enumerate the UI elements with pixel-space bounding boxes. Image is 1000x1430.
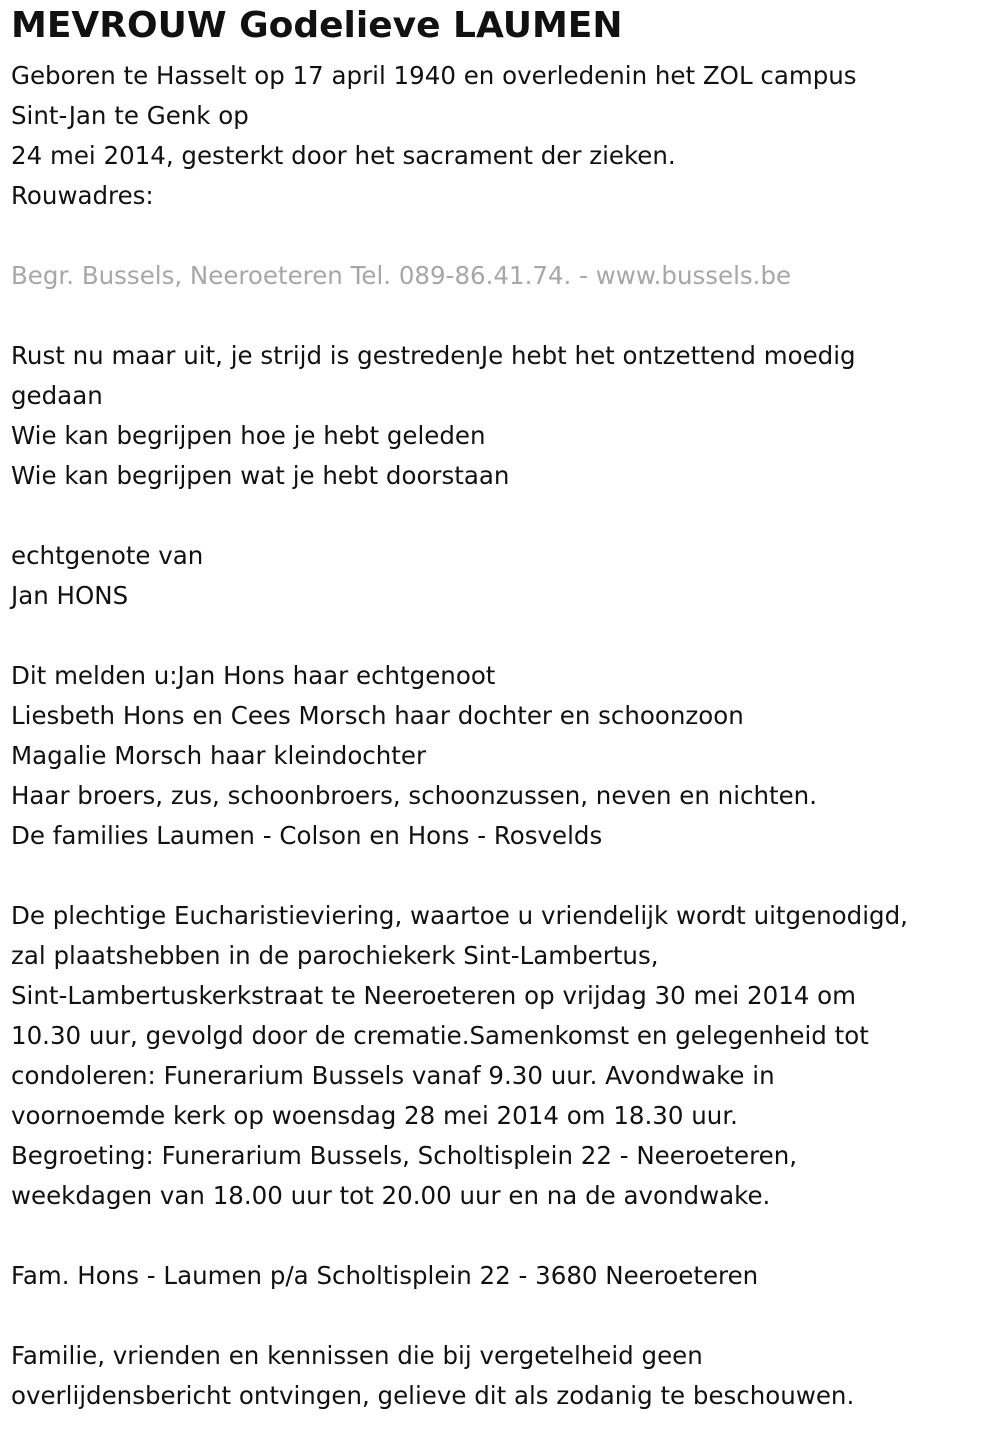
family-line: Dit melden u:Jan Hons haar echtgenoot [11,661,496,690]
closing-section [11,1336,991,1416]
ceremony-line: 10.30 uur, gevolgd door de crematie.Samenkomst en gelegenheid tot [11,1021,869,1050]
ceremony-line: Sint-Lambertuskerkstraat te Neeroeteren op vrijdag 30 mei 2014 om [11,981,857,1010]
ceremony-line: De plechtige Eucharistieviering, waartoe u vriendelijk wordt uitgenodigd, [11,901,908,930]
family-address: Fam. Hons - Laumen p/a Scholtisplein 22 - 3680 Neeroeteren [11,1261,759,1290]
family-section [11,656,991,856]
ceremony-line: voornoemde kerk op woensdag 28 mei 2014 om 18.30 uur. [11,1101,738,1130]
ceremony-line: Begroeting: Funerarium Bussels, Scholtisplein 22 - Neeroeteren, [11,1141,798,1170]
closing-line: Familie, vrienden en kennissen die bij vergetelheid geen [11,1341,703,1370]
spacer [11,216,991,256]
mourning-address-label: Rouwadres: [11,181,154,210]
spacer [11,296,991,336]
spouse-label: echtgenote van [11,541,204,570]
family-line: Magalie Morsch haar kleindochter [11,741,427,770]
spouse-name: Jan HONS [11,581,129,610]
spacer [11,496,991,536]
poem-line: gedaan [11,381,103,410]
poem-line: Rust nu maar uit, je strijd is gestredenJe hebt het ontzettend moedig [11,341,856,370]
birth-death-line: Geboren te Hasselt op 17 april 1940 en overledenin het ZOL campus [11,61,857,90]
birth-death-section [11,56,991,216]
family-line: Haar broers, zus, schoonbroers, schoonzussen, neven en nichten. [11,781,817,810]
spacer [11,856,991,896]
ceremony-section [11,896,991,1216]
closing-line: overlijdensbericht ontvingen, gelieve dit als zodanig te beschouwen. [11,1381,855,1410]
birth-death-line: 24 mei 2014, gesterkt door het sacrament der zieken. [11,141,676,170]
ceremony-line: weekdagen van 18.00 uur tot 20.00 uur en na de avondwake. [11,1181,771,1210]
deceased-name-title: MEVROUW Godelieve LAUMEN [11,5,623,46]
spouse-section [11,536,991,616]
birth-death-line: Sint-Jan te Genk op [11,101,249,130]
ceremony-line: zal plaatshebben in de parochiekerk Sint-Lambertus, [11,941,659,970]
family-line: De families Laumen - Colson en Hons - Rosvelds [11,821,603,850]
spacer [11,1296,991,1336]
family-line: Liesbeth Hons en Cees Morsch haar dochter en schoonzoon [11,701,744,730]
poem-line: Wie kan begrijpen hoe je hebt geleden [11,421,486,450]
spacer [11,616,991,656]
undertaker-contact: Begr. Bussels, Neeroeteren Tel. 089-86.41.74. - www.bussels.be [11,261,792,290]
poem-section [11,336,991,496]
poem-line: Wie kan begrijpen wat je hebt doorstaan [11,461,510,490]
spacer [11,1216,991,1256]
ceremony-line: condoleren: Funerarium Bussels vanaf 9.30 uur. Avondwake in [11,1061,775,1090]
obituary-notice [11,0,991,1416]
